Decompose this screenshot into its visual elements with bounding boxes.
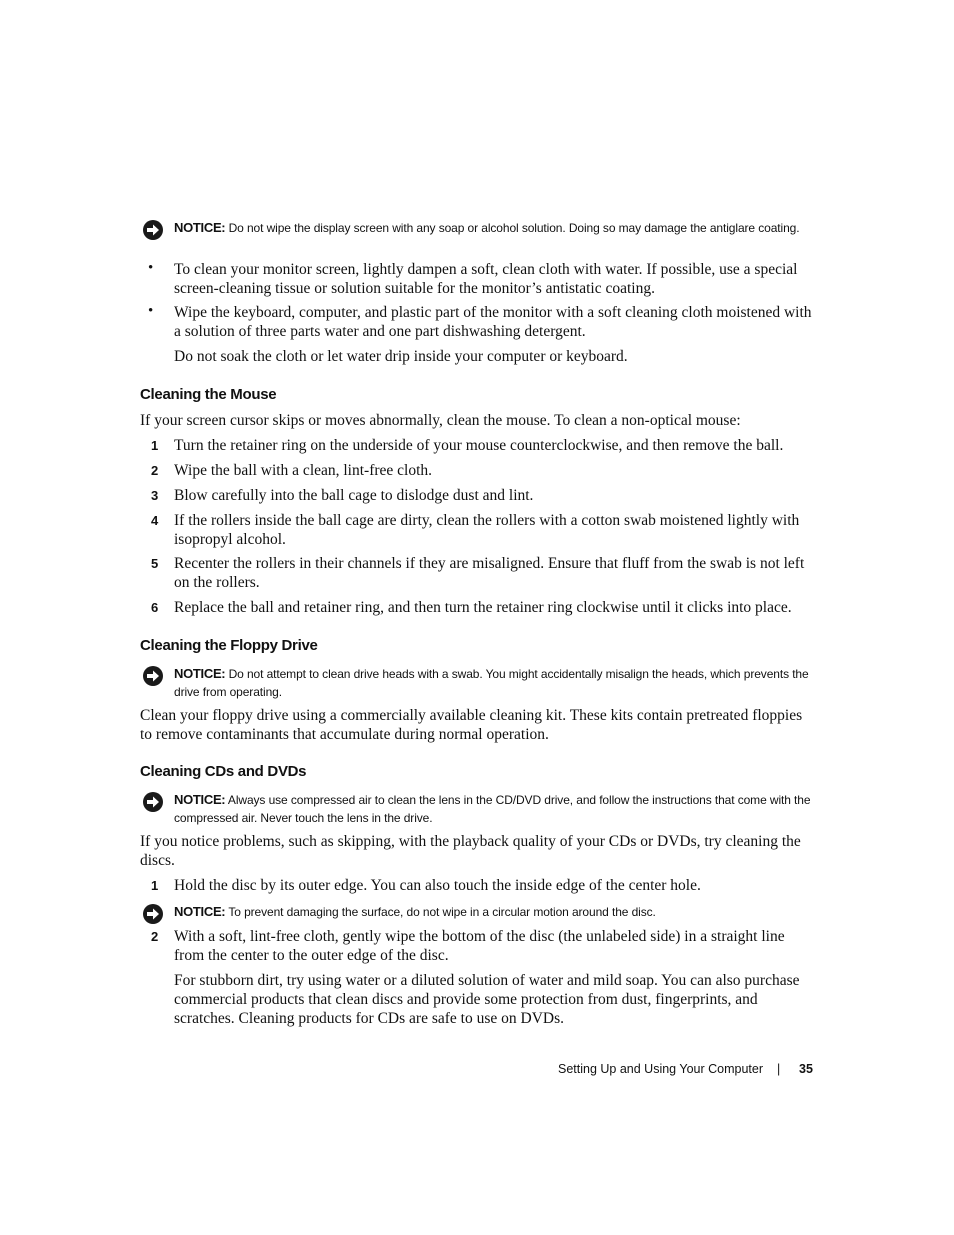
footer-separator: |	[777, 1062, 781, 1076]
notice-text: NOTICE: Do not wipe the display screen with any soap or alcohol solution. Doing so may damage the antiglare coating.	[174, 220, 800, 235]
notice-text: NOTICE: Do not attempt to clean drive heads with a swab. You might accidentally misalign the heads, which prevents the drive from operating.	[174, 666, 809, 699]
step-number: 3	[151, 488, 159, 503]
bullet-note: Do not soak the cloth or let water drip inside your computer or keyboard.	[174, 348, 628, 365]
notice-arrow-icon	[142, 665, 164, 687]
list-item: To clean your monitor screen, lightly dampen a soft, clean cloth with water. If possible, use a special screen-cleaning tissue or solution suitable for the monitor’s antistatic coating.	[174, 261, 798, 297]
page-number: 35	[799, 1062, 813, 1076]
section-heading-mouse: Cleaning the Mouse	[140, 386, 277, 403]
bullet-marker: •	[148, 260, 154, 276]
notice-label: NOTICE:	[174, 220, 226, 235]
mouse-step: Blow carefully into the ball cage to dislodge dust and lint.	[174, 487, 534, 504]
notice-label: NOTICE:	[174, 792, 226, 807]
notice-text: NOTICE: Always use compressed air to clean the lens in the CD/DVD drive, and follow the instructions that come with the compressed air. Never touch the lens in the drive.	[174, 792, 811, 825]
footer-section-title: Setting Up and Using Your Computer	[558, 1062, 763, 1076]
mouse-step: If the rollers inside the ball cage are dirty, clean the rollers with a cotton swab moistened lightly with isopropyl alcohol.	[174, 512, 800, 548]
mouse-step: Turn the retainer ring on the underside of your mouse counterclockwise, and then remove the ball.	[174, 437, 784, 454]
mouse-step: Replace the ball and retainer ring, and then turn the retainer ring clockwise until it clicks into place.	[174, 599, 792, 616]
section-heading-floppy: Cleaning the Floppy Drive	[140, 637, 318, 654]
step-number: 1	[151, 878, 159, 893]
list-item: Wipe the keyboard, computer, and plastic part of the monitor with a soft cleaning cloth moistened with a solution of three parts water and one part dishwashing detergent.	[174, 304, 812, 340]
cds-step: With a soft, lint-free cloth, gently wipe the bottom of the disc (the unlabeled side) in a straight line from the center to the outer edge of the disc.	[174, 928, 785, 964]
step-number: 5	[151, 556, 159, 571]
step-number: 6	[151, 600, 159, 615]
floppy-body: Clean your floppy drive using a commercially available cleaning kit. These kits contain pretreated floppies to remove contaminants that accumulate during normal operation.	[140, 707, 803, 743]
notice-arrow-icon	[142, 903, 164, 925]
notice-label: NOTICE:	[174, 666, 226, 681]
bullet-marker: •	[148, 303, 154, 319]
step-number: 4	[151, 513, 159, 528]
step-number: 2	[151, 929, 159, 944]
section-heading-cds: Cleaning CDs and DVDs	[140, 763, 307, 780]
cds-step: Hold the disc by its outer edge. You can also touch the inside edge of the center hole.	[174, 877, 701, 894]
mouse-step: Wipe the ball with a clean, lint-free cloth.	[174, 462, 433, 479]
step-number: 1	[151, 438, 159, 453]
notice-arrow-icon	[142, 791, 164, 813]
mouse-intro: If your screen cursor skips or moves abnormally, clean the mouse. To clean a non-optical mouse:	[140, 412, 741, 429]
notice-text: NOTICE: To prevent damaging the surface, do not wipe in a circular motion around the disc.	[174, 904, 656, 919]
cds-intro: If you notice problems, such as skipping, with the playback quality of your CDs or DVDs, try cleaning the discs.	[140, 833, 801, 869]
notice-arrow-icon	[142, 219, 164, 241]
mouse-step: Recenter the rollers in their channels if they are misaligned. Ensure that fluff from the swab is not left on the rollers.	[174, 555, 805, 591]
step-number: 2	[151, 463, 159, 478]
notice-label: NOTICE:	[174, 904, 226, 919]
cds-step-note: For stubborn dirt, try using water or a diluted solution of water and mild soap. You can also purchase commercial products that clean discs and provide some protection from dust, fingerprints, and scratches. Cleaning products for CDs are safe to use on DVDs.	[174, 972, 800, 1027]
